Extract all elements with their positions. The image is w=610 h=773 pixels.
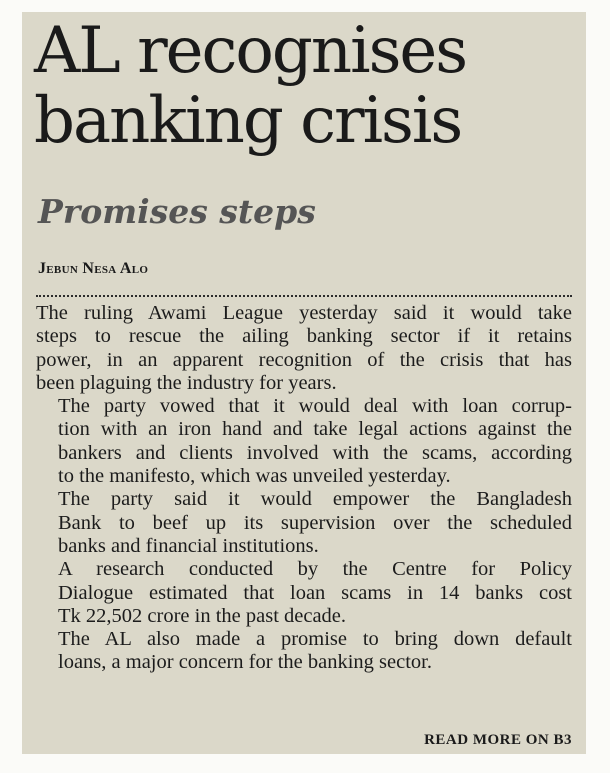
paragraph-line: Bank to beef up its supervision over the scheduled: [58, 511, 572, 534]
paragraph-line: Dialogue estimated that loan scams in 14 banks cost: [58, 581, 572, 604]
paragraph-line: The AL also made a promise to bring down default: [58, 628, 572, 651]
byline: Jebun Nesa Alo: [38, 260, 149, 277]
paragraph-3: [36, 488, 572, 558]
newspaper-clipping: [22, 12, 586, 754]
paragraph-line: to the manifesto, which was unveiled yesterday.: [58, 465, 451, 488]
paragraph-line: steps to rescue the ailing banking sector if it retains: [36, 325, 572, 348]
paragraph-line: loans, a major concern for the banking sector.: [58, 651, 432, 674]
paragraph-line: bankers and clients involved with the scams, according: [58, 441, 572, 464]
paragraph-line: The party said it would empower the Bangladesh: [58, 488, 572, 511]
paragraph-line: banks and financial institutions.: [58, 534, 319, 557]
read-more-link[interactable]: READ MORE ON B3: [424, 732, 572, 748]
paragraph-line: tion with an iron hand and take legal actions against the: [58, 418, 572, 441]
paragraph-2: [36, 395, 572, 488]
subheadline: Promises steps: [38, 192, 316, 231]
headline-line-1: AL recognises: [34, 14, 467, 88]
paragraph-line: been plaguing the industry for years.: [36, 371, 337, 394]
article-body: [36, 302, 572, 675]
paragraph-line: Tk 22,502 crore in the past decade.: [58, 604, 347, 627]
paragraph-line: The ruling Awami League yesterday said it would take: [36, 302, 572, 324]
paragraph-5: [36, 628, 572, 675]
headline: [34, 16, 579, 156]
paragraph-1: [36, 302, 572, 395]
paragraph-line: power, in an apparent recognition of the crisis that has: [36, 348, 572, 371]
paragraph-4: [36, 558, 572, 628]
dotted-divider: [36, 295, 572, 297]
headline-line-2: banking crisis: [34, 84, 462, 158]
paragraph-line: The party vowed that it would deal with loan corrup-: [58, 395, 572, 418]
paragraph-line: A research conducted by the Centre for Policy: [58, 558, 572, 581]
